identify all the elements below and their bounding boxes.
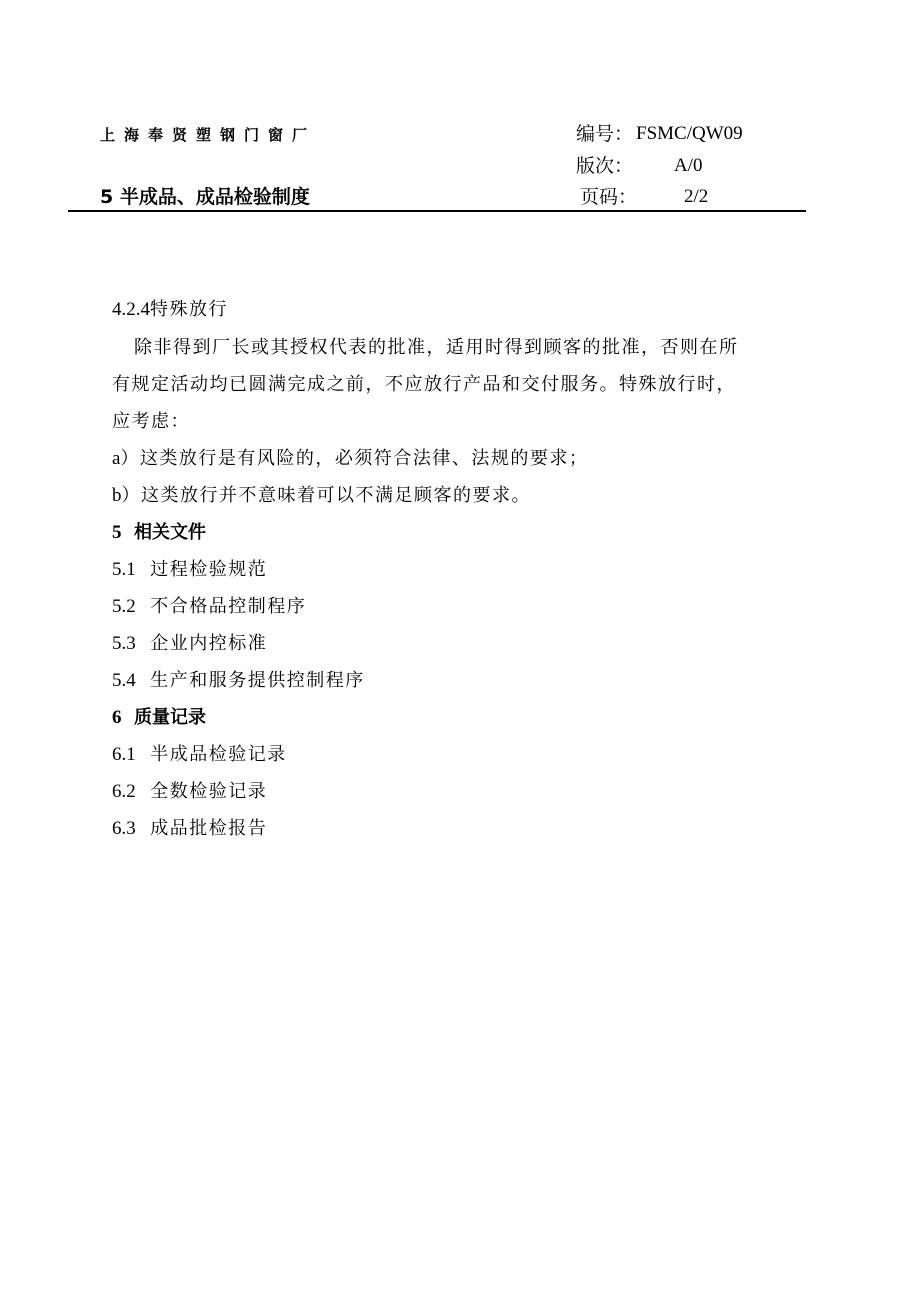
list-item-text: ）这类放行并不意味着可以不满足顾客的要求。 — [121, 485, 531, 506]
item-text: 过程检验规范 — [150, 559, 268, 580]
heading-text: 特殊放行 — [150, 299, 228, 320]
section-title: 质量记录 — [134, 707, 207, 728]
page-label: 页码： — [580, 186, 638, 208]
section-heading-6 — [112, 705, 206, 731]
code-label: 编号： — [576, 123, 634, 145]
list-marker: b — [112, 485, 122, 506]
list-item-text: ）这类放行是有风险的，必须符合法律、法规的要求； — [120, 448, 589, 469]
item-text: 成品批检报告 — [150, 818, 268, 839]
section-number: 6 — [112, 707, 122, 728]
item-number: 6.3 — [112, 818, 136, 839]
list-item — [112, 594, 306, 620]
list-item — [112, 483, 531, 509]
paragraph-line: 除非得到厂长或其授权代表的批准，适用时得到顾客的批准，否则在所 — [134, 337, 739, 358]
paragraph-line: 有规定活动均已圆满完成之前，不应放行产品和交付服务。特殊放行时， — [112, 374, 736, 395]
list-item — [112, 631, 267, 657]
section-heading-4-2-4 — [112, 297, 228, 323]
company-name: 上海奉贤塑钢门窗厂 — [100, 126, 317, 144]
item-text: 企业内控标准 — [150, 633, 268, 654]
header-divider — [68, 210, 806, 212]
item-text: 生产和服务提供控制程序 — [150, 670, 365, 691]
doc-title: 5 半成品、成品检验制度 — [100, 186, 310, 208]
section-heading-5 — [112, 520, 206, 546]
section-number: 5 — [112, 522, 122, 543]
list-marker: a — [112, 448, 121, 469]
item-number: 5.2 — [112, 596, 136, 617]
paragraph-line: 应考虑： — [112, 411, 190, 432]
version-label: 版次： — [576, 155, 634, 177]
item-number: 5.1 — [112, 559, 136, 580]
section-title: 相关文件 — [134, 522, 207, 543]
list-item — [112, 779, 267, 805]
page-value: 2/2 — [684, 186, 709, 207]
item-number: 6.1 — [112, 744, 136, 765]
item-number: 5.4 — [112, 670, 136, 691]
item-text: 全数检验记录 — [150, 781, 268, 802]
item-text: 半成品检验记录 — [150, 744, 287, 765]
list-item — [112, 557, 267, 583]
item-text: 不合格品控制程序 — [150, 596, 307, 617]
list-item — [112, 446, 588, 472]
code-value: FSMC/QW09 — [636, 123, 743, 144]
version-value: A/0 — [674, 155, 703, 176]
list-item — [112, 816, 267, 842]
item-number: 6.2 — [112, 781, 136, 802]
item-number: 5.3 — [112, 633, 136, 654]
list-item — [112, 668, 365, 694]
heading-number: 4.2.4 — [112, 299, 150, 320]
list-item — [112, 742, 287, 768]
